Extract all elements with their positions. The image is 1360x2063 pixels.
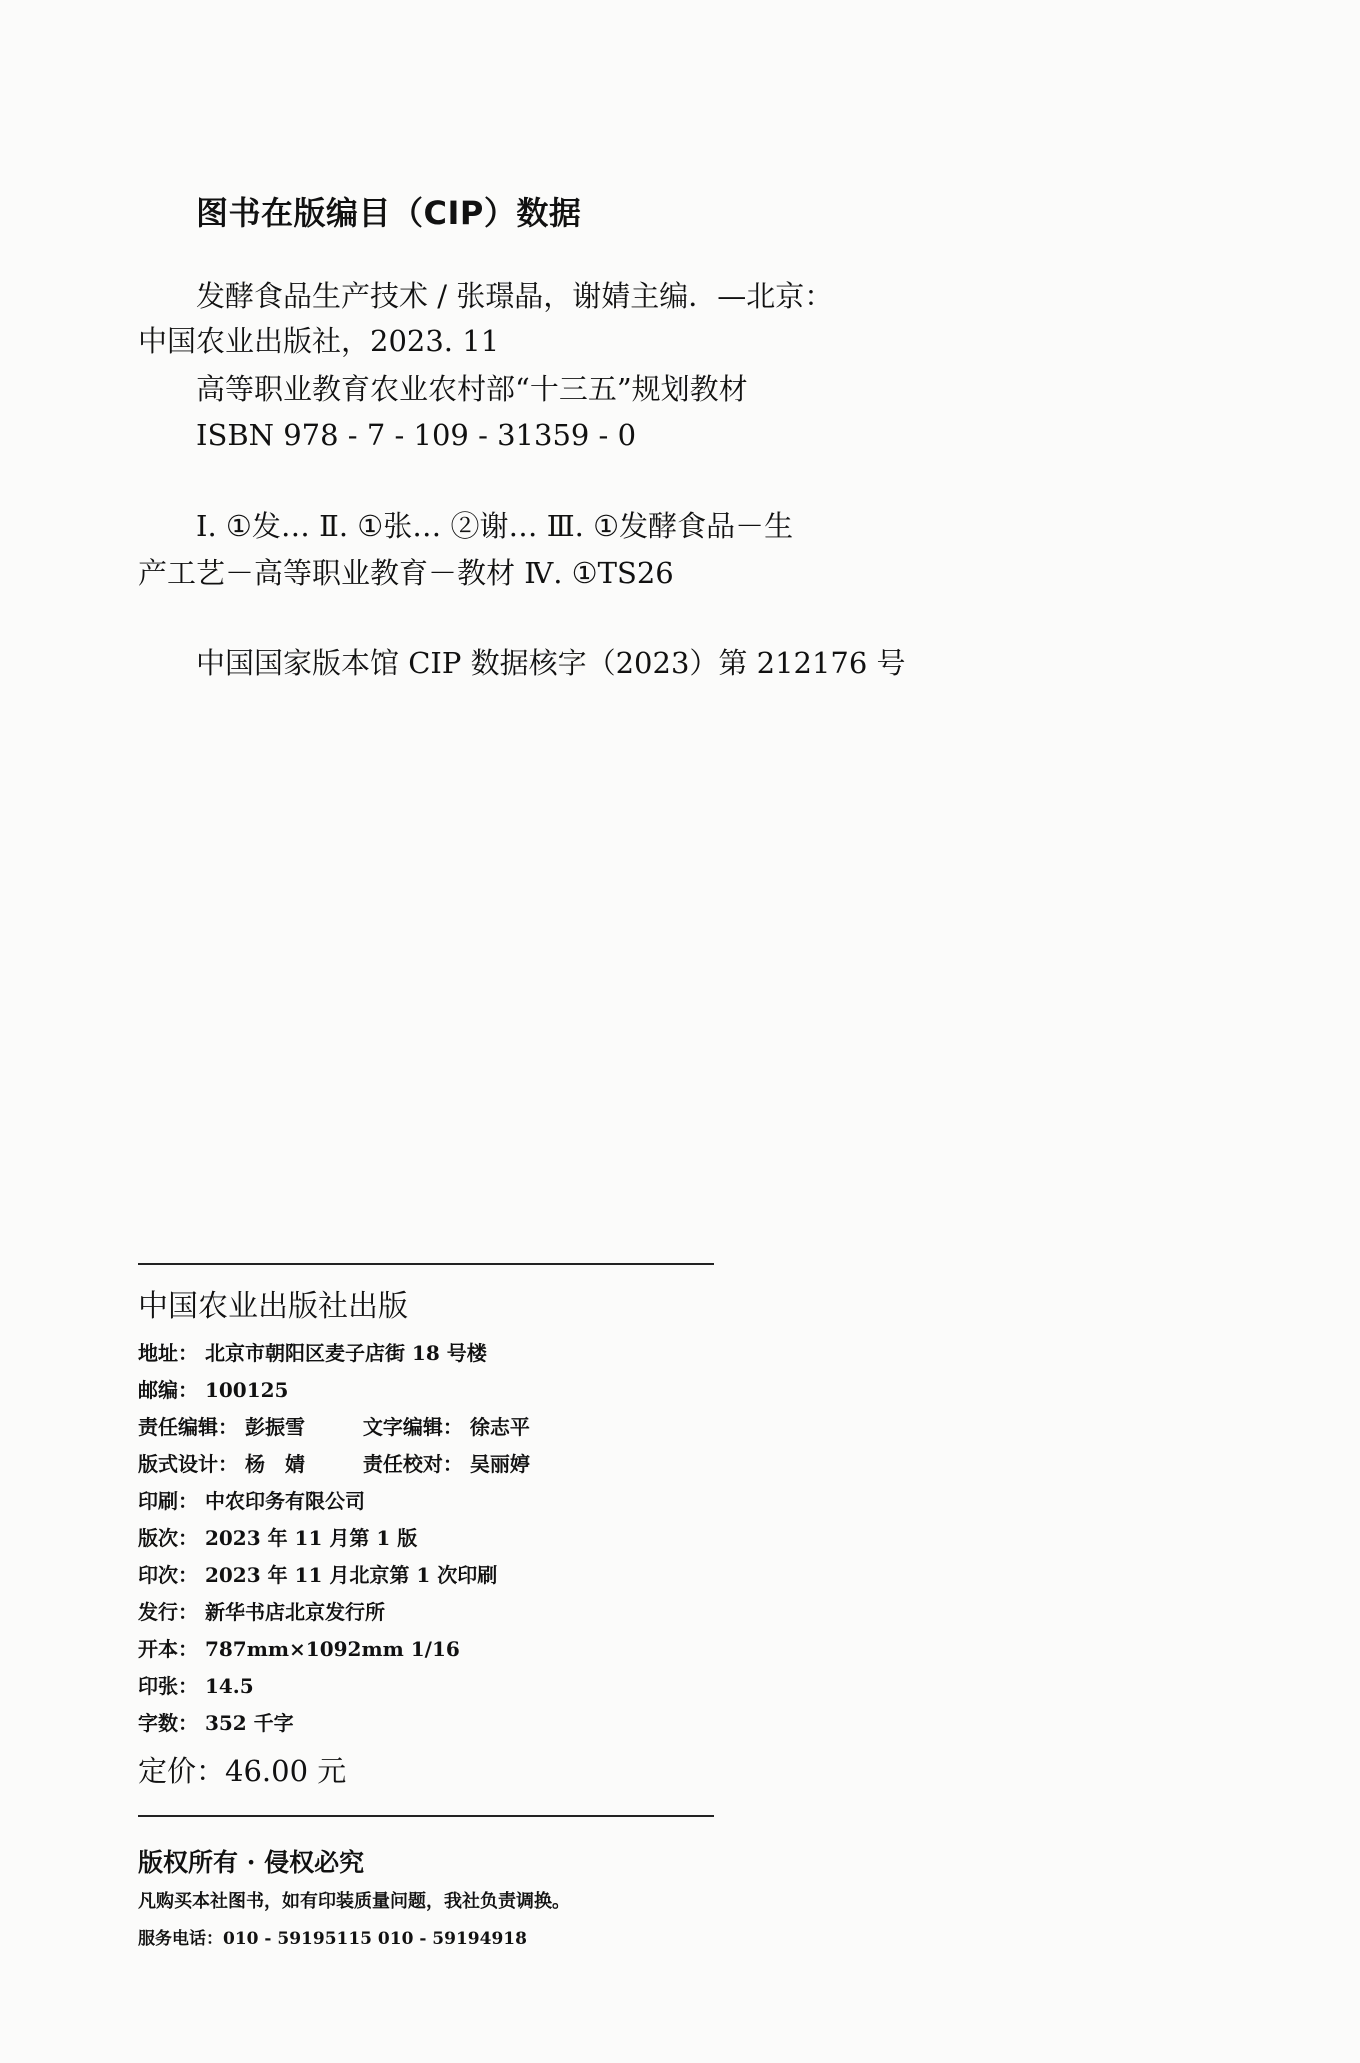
distribution-label: 发行： <box>138 1600 198 1624</box>
price-label: 定价： <box>138 1754 226 1788</box>
word-count-label: 字数： <box>138 1711 198 1735</box>
sheet-value: 14.5 <box>204 1674 254 1698</box>
cip-line-7: 中国国家版本馆 CIP 数据核字（2023）第 212176 号 <box>196 646 906 680</box>
distribution-value: 新华书店北京发行所 <box>204 1600 385 1624</box>
format-value: 787mm×1092mm 1/16 <box>204 1637 460 1661</box>
postcode-value: 100125 <box>204 1378 289 1402</box>
printer-row <box>138 1491 365 1511</box>
edition-value: 2023 年 11 月第 1 版 <box>204 1526 418 1550</box>
proof-label: 责任校对： <box>362 1452 463 1476</box>
service-phone-line: 服务电话：010 - 59195115 010 - 59194918 <box>138 1929 527 1949</box>
cip-line-4: ISBN 978 - 7 - 109 - 31359 - 0 <box>196 418 637 452</box>
printing-value: 2023 年 11 月北京第 1 次印刷 <box>204 1563 498 1587</box>
cip-line-1: 发酵食品生产技术 / 张璟晶，谢婧主编．—北京： <box>196 279 834 313</box>
address-value: 北京市朝阳区麦子店街 18 号楼 <box>204 1341 487 1365</box>
word-count-row <box>138 1713 294 1733</box>
cip-title: 图书在版编目（CIP）数据 <box>196 194 582 232</box>
printing-label: 印次： <box>138 1563 198 1587</box>
printing-row <box>138 1565 497 1585</box>
word-count-value: 352 千字 <box>204 1711 294 1735</box>
cip-line-6: 产工艺－高等职业教育－教材 Ⅳ. ①TS26 <box>138 556 674 590</box>
rights-line: 版权所有 · 侵权必究 <box>138 1848 365 1877</box>
copy-editor-label: 文字编辑： <box>362 1415 463 1439</box>
notice-line: 凡购买本社图书，如有印装质量问题，我社负责调换。 <box>138 1891 570 1912</box>
format-label: 开本： <box>138 1637 198 1661</box>
copy-editor-value: 徐志平 <box>469 1415 530 1439</box>
cip-line-2: 中国农业出版社，2023. 11 <box>138 324 500 358</box>
publisher-line: 中国农业出版社出版 <box>138 1289 408 1324</box>
format-row <box>138 1639 460 1659</box>
postcode-label: 邮编： <box>138 1378 198 1402</box>
cip-line-5: Ⅰ. ①发… Ⅱ. ①张… ②谢… Ⅲ. ①发酵食品－生 <box>196 509 794 543</box>
printer-label: 印刷： <box>138 1489 198 1513</box>
design-value: 杨 婧 <box>244 1452 305 1476</box>
bottom-divider <box>138 1815 714 1817</box>
cip-line-3: 高等职业教育农业农村部“十三五”规划教材 <box>196 372 748 406</box>
top-divider <box>138 1263 714 1265</box>
design-row <box>138 1454 530 1474</box>
distribution-row <box>138 1602 385 1622</box>
editor-value: 彭振雪 <box>244 1415 305 1439</box>
address-row <box>138 1343 487 1363</box>
editor-row <box>138 1417 530 1437</box>
sheet-row <box>138 1676 254 1696</box>
printer-value: 中农印务有限公司 <box>204 1489 365 1513</box>
sheet-label: 印张： <box>138 1674 198 1698</box>
postcode-row <box>138 1380 288 1400</box>
price-value: 46.00 元 <box>225 1754 347 1788</box>
design-label: 版式设计： <box>138 1452 238 1476</box>
edition-label: 版次： <box>138 1526 198 1550</box>
edition-row <box>138 1528 417 1548</box>
address-label: 地址： <box>138 1341 198 1365</box>
price-row <box>138 1754 347 1788</box>
proof-value: 吴丽婷 <box>469 1452 530 1476</box>
editor-label: 责任编辑： <box>138 1415 238 1439</box>
